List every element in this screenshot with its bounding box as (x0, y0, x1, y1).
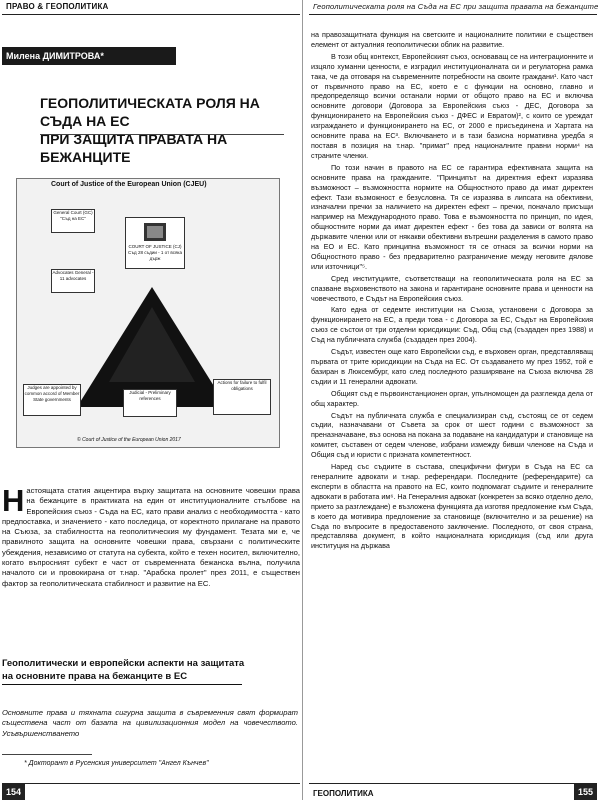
paragraph: Съдът, известен още като Европейски съд, е върховен орган, представляващ първата от трите юрисдикции на Съда на ЕС. От създаването му през 1952, той е базиран в Люксембург, като след последното разширяване на Съюза включва 28 съдии и 11 генерални адвокати. (311, 347, 593, 386)
title-rule (40, 134, 284, 135)
left-running-head: ПРАВО & ГЕОПОЛИТИКА (6, 2, 109, 11)
title-line-1: ГЕОПОЛИТИЧЕСКАТА РОЛЯ НА СЪДА НА ЕС (40, 95, 260, 129)
lead-paragraph (2, 483, 300, 589)
paragraph: Сред институциите, съответстващи на геополитическата роля на ЕС за спазване върховенството на закона и гарантиране основните права и ценности на човечеството, е Съдът на Европейския съюз. (311, 273, 593, 303)
author-footnote: * Докторант в Русенския университет "Ангел Кънчев" (24, 760, 209, 767)
paragraph: В този общ контекст, Европейският съюз, основаващ се на интеграционните и изцяло хуманни ценности, е изградил институционалната си и регулаторна рамка така, че да отговаря на съвременните потребности на своите граждани¹. Като част от първичното право на ЕС, което е с функции на основно, главно и предопределящо всички останали норми от общото право на ЕС и включва основните договори (Договора за Европейския съюз - ДЕС, Договора за функционирането на Европейския съюз - ДФЕС и Евратом)², с които се уреждат изграждането и функционирането на ЕС, от 2000 е присъединена и Хартата на основните права на ЕС³. Включването и в тази базисна нормативна уредба я поставя в позиция на т.нар. "примат" пред националните правни норми⁴ на страните членки. (311, 51, 593, 160)
section-text: Основните права и тяхната сигурна защита в съвременния свят формират съществена част от базата на цивилизационния модел на човечеството. Усъвършенстването (2, 708, 298, 738)
figure-caption: © Court of Justice of the European Union 2017 (77, 437, 181, 443)
right-footer-rule (309, 783, 597, 784)
bottom-middle-box: Judicial - Preliminary references (123, 389, 177, 417)
header-rule (2, 14, 300, 15)
right-running-head: Геополитическата роля на Съда на ЕС при защита правата на бежанците (313, 2, 599, 11)
author-label: Милена ДИМИТРОВА* (2, 47, 176, 65)
title-line-2: ПРИ ЗАЩИТА ПРАВАТА НА БЕЖАНЦИТЕ (40, 131, 228, 165)
left-page-number: 154 (2, 784, 25, 800)
paragraph: Наред със съдиите в състава, специфични фигури в Съда на ЕС са генералните адвокати и т.нар. референдари. Последните (референдарите) са експерти в областта на правото на ЕС, които подпомагат съдиите и генералните адвокати в работата им⁶. На Генералния адвокат (конкретен за всяко отделно дело, прието за разглеждане) е възложена функцията да изготвя предложение към Съда, в което да мотивира предложение за становище (включително и за решение) на Съда по въпросите в предоставеното заключение. Последното, от своя страна, представлява документ, в който националната юрисдикция (съд или друга институция на държава (311, 462, 593, 551)
paragraph: Съдът на публичната служба е специализиран съд, състоящ се от седем съдии, назначавани от Съвета за срок от шест години с възможност за преназначаване, въз основа на покана за подаване на кандидатури и становище на комитет, съставен от седем членове, избрани измежду бивши членове на Съда и Общия съд и юристи с призната компетентност. (311, 410, 593, 460)
drop-cap: Н (2, 483, 25, 518)
paragraph: По този начин в правото на ЕС се гарантира ефективната защита на основните права на гражданите. "Принципът на директния ефект изразява възможност – възможността нормите на Общностното право да имат директен ефект. Тази възможност е безусловна. Тя се изразява в липсата на обективни, изначални пречки за наличието на директен ефект – пречки, поначало присъщи например на Международното право. Това е възможността по принцип, по идея, общностните норми да имат директен ефект - без това да зависи от волята на държавите членки или от някакви обективни вътрешни разделения в самото право на ЕО и ЕС. Като принципна възможност тя се отнася за всички норми на Общностното право - без предварително разграничение между неговите дялове или източници"⁵. (311, 162, 593, 271)
section-heading: Геополитически и европейски аспекти на защитата на основните права на бежанците в ЕС (2, 658, 245, 682)
article-title (40, 94, 290, 166)
paragraph: на правозащитната функция на светските и националните политики е съществен елемент от актуалния геополитически облик на развитие. (311, 30, 593, 49)
figure-title: Court of Justice of the European Union (CJEU) (51, 181, 207, 188)
paragraph: Като една от седемте институции на Съюза, установени с Договора за функционирането на ЕС, а преди това - с Договора за ЕС, Съдът на Европейския съюз се състои от три отделни юрисдикции: Съд, Общ съд (създаден през 1988) и Съд на публичната служба (създаден през 2004). (311, 305, 593, 345)
right-page (302, 0, 600, 800)
right-body-text (311, 30, 593, 553)
right-header-rule (309, 14, 597, 15)
court-of-justice-box: COURT OF JUSTICE (CJ) Съд 28 съдии - 1 от всяка държ (125, 217, 185, 269)
advocates-general-box: Advocates General - 11 advocates (51, 269, 95, 293)
section-rule (2, 684, 242, 685)
bottom-right-box: Actions for failure to fulfil obligations (213, 379, 271, 415)
paragraph: Общият съд е първоинстанционен орган, упълномощен да разглежда дела от общ характер. (311, 388, 593, 408)
lead-text: астоящата статия акцентира върху защитата на основните човешки права на бежанците в практиката на един от институционалните стълбове на Европейския съюз - Съда на ЕС, като прави анализ с необходимостта - като предпоставка, и значението - като последица, от коректното прилагане на правото на Съюза, за стабилността на геополитическия му фундамент. Тезата ми е, че правилното защита на основните човешки права, свързани с политическите убеждения, независимо от статута на субекта, който е техен носител, включително, когато въпросният субект е част от съвременната бежанска вълна, получила началото си и провокирана от т.нар. "Арабска пролет" през 2011, е съществен фактор за геополитическата стабилност и развитие на ЕС. (2, 486, 300, 588)
cjeu-figure (16, 178, 280, 448)
court-building-icon (142, 221, 168, 243)
footnote-rule (2, 754, 92, 755)
right-footer-label: ГЕОПОЛИТИКА (313, 789, 374, 798)
right-page-number: 155 (574, 784, 597, 800)
bottom-left-box: Judges are appointed by common accord of Member State governments (23, 384, 81, 416)
left-footer-rule (2, 783, 300, 784)
general-court-box: General Court (GC) "Съд на ЕС" (51, 209, 95, 233)
